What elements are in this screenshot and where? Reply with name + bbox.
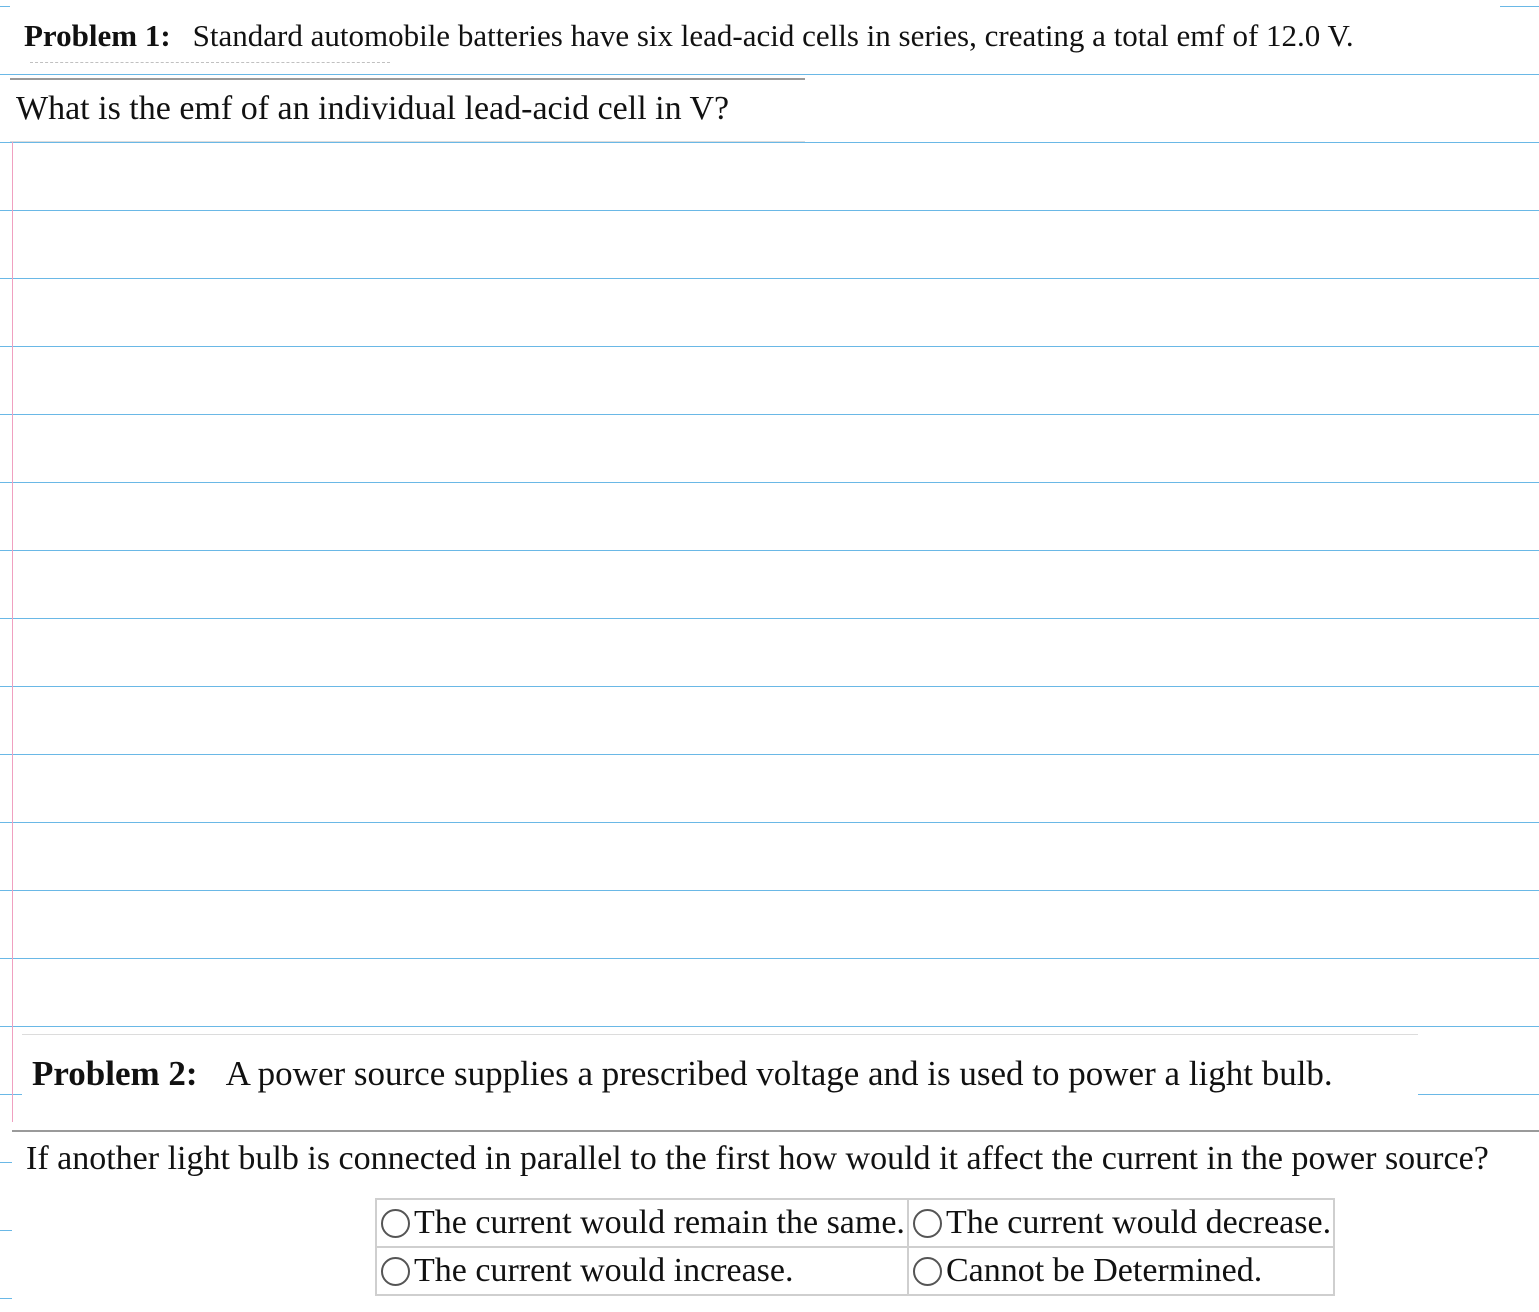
answer-option[interactable] bbox=[376, 1247, 908, 1295]
ruled-line bbox=[0, 618, 1539, 619]
ruled-line bbox=[0, 890, 1539, 891]
answer-row bbox=[376, 1247, 1334, 1295]
radio-button[interactable] bbox=[913, 1209, 942, 1238]
problem-2-statement-line bbox=[32, 1054, 1333, 1094]
ruled-line bbox=[0, 550, 1539, 551]
ruled-line bbox=[0, 754, 1539, 755]
radio-button[interactable] bbox=[381, 1209, 410, 1238]
ruled-line bbox=[0, 686, 1539, 687]
answer-row bbox=[376, 1199, 1334, 1247]
ruled-line bbox=[0, 822, 1539, 823]
answer-option-label: Cannot be Determined. bbox=[945, 1252, 1263, 1289]
ruled-line bbox=[0, 74, 1539, 75]
ruled-line-tick bbox=[0, 1162, 12, 1163]
obscured-text bbox=[30, 62, 390, 71]
ruled-line-tick bbox=[0, 1298, 12, 1299]
problem-1-statement-line bbox=[24, 18, 1354, 54]
ruled-line bbox=[0, 482, 1539, 483]
ruled-line bbox=[0, 210, 1539, 211]
problem-1-label: Problem 1: bbox=[24, 18, 171, 53]
answer-option-cannot-determine[interactable] bbox=[913, 1252, 1331, 1290]
ruled-line bbox=[0, 414, 1539, 415]
ruled-line bbox=[0, 958, 1539, 959]
answer-option[interactable] bbox=[908, 1247, 1334, 1295]
ruled-line bbox=[0, 1026, 1539, 1027]
ruled-line bbox=[0, 346, 1539, 347]
radio-button[interactable] bbox=[913, 1257, 942, 1286]
radio-button[interactable] bbox=[381, 1257, 410, 1286]
answer-option-remain-same[interactable] bbox=[381, 1204, 905, 1242]
problem-2-label: Problem 2: bbox=[32, 1054, 198, 1093]
answer-option[interactable] bbox=[908, 1199, 1334, 1247]
problem-1-statement: Standard automobile batteries have six lead-acid cells in series, creating a total emf of 12.0 V. bbox=[192, 18, 1354, 53]
problem-2-statement: A power source supplies a prescribed voltage and is used to power a light bulb. bbox=[225, 1054, 1333, 1093]
ruled-line bbox=[0, 142, 1539, 143]
problem-1-question: What is the emf of an individual lead-acid cell in V? bbox=[16, 90, 730, 127]
answer-option-label: The current would remain the same. bbox=[414, 1204, 905, 1241]
answer-option[interactable] bbox=[376, 1199, 908, 1247]
ruled-line bbox=[0, 278, 1539, 279]
answer-option-decrease[interactable] bbox=[913, 1204, 1331, 1242]
answer-option-label: The current would decrease. bbox=[945, 1204, 1332, 1241]
answer-option-label: The current would increase. bbox=[414, 1252, 794, 1289]
answer-option-increase[interactable] bbox=[381, 1252, 905, 1290]
ruled-line-tick bbox=[0, 1230, 12, 1231]
answer-choices-table bbox=[375, 1198, 1335, 1296]
problem-2-question: If another light bulb is connected in parallel to the first how would it affect the current in the power source? bbox=[26, 1140, 1489, 1177]
margin-line bbox=[12, 142, 13, 1122]
